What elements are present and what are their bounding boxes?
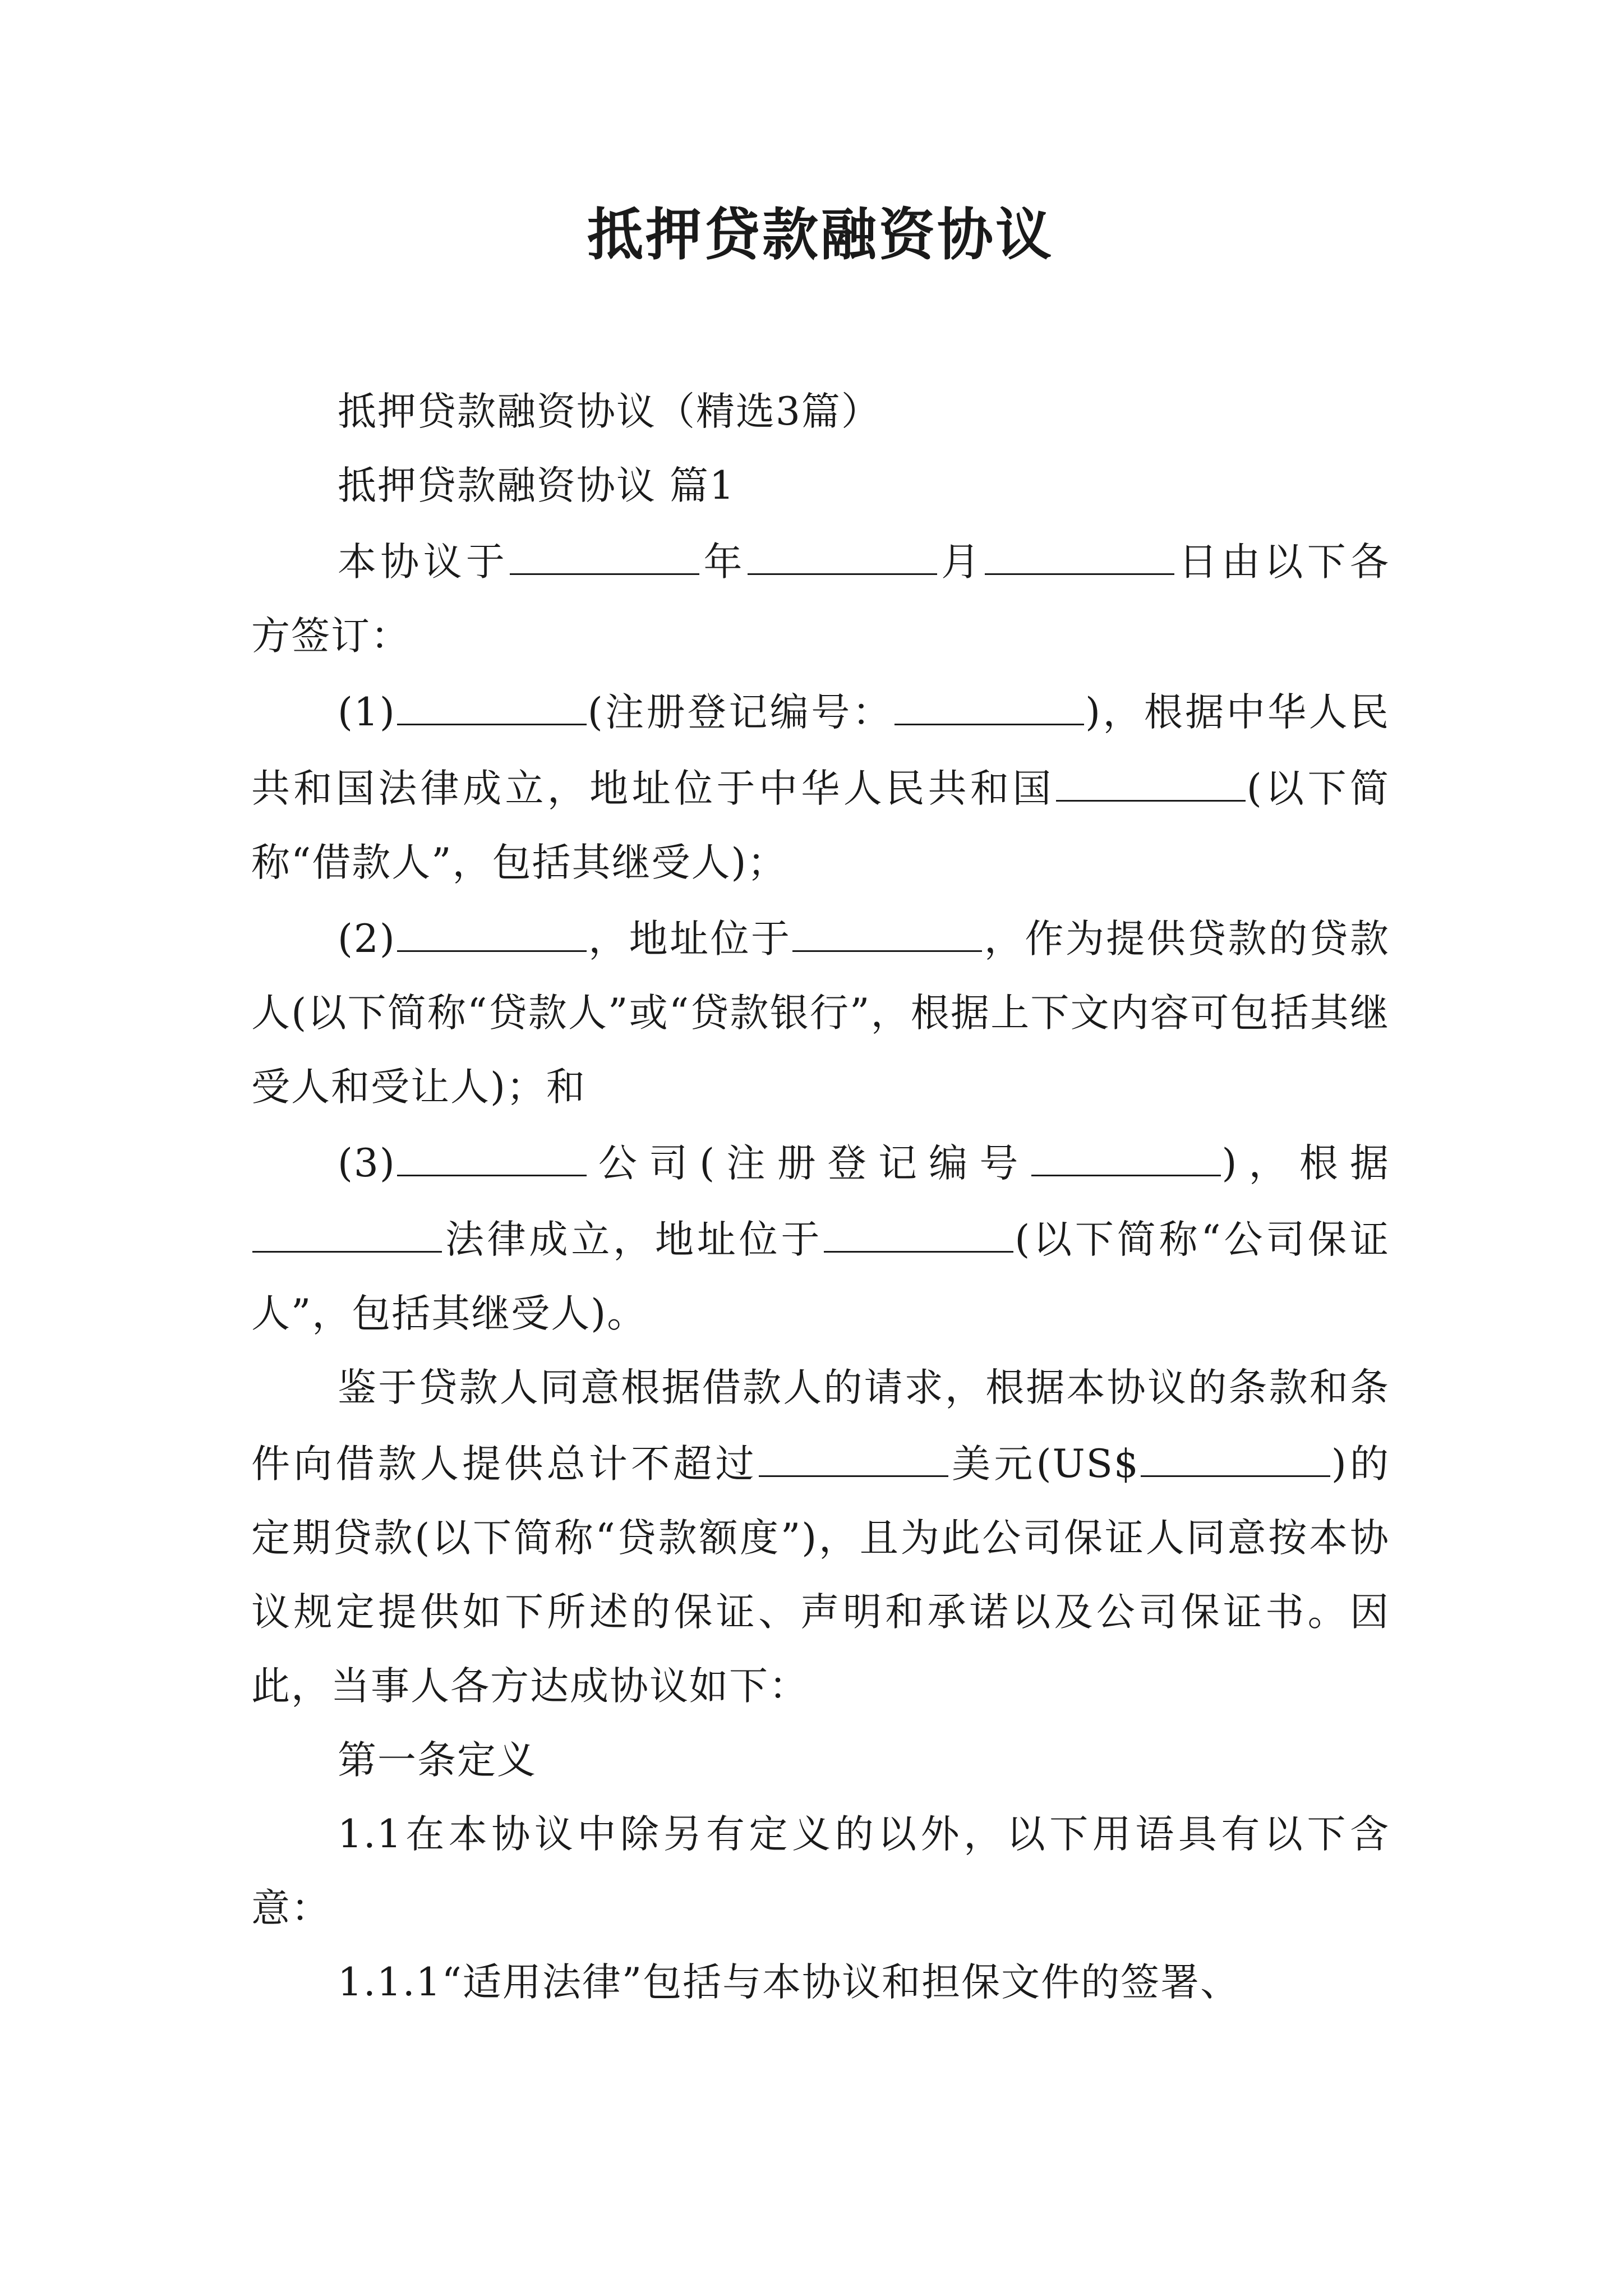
party-3-text-2: 公司(注册登记编号 (587, 1141, 1030, 1186)
article-1-heading: 第一条定义 (338, 1738, 537, 1783)
party-3-text-1: (3) (338, 1141, 396, 1186)
clause-1-1-1: 1.1.1“适用法律”包括与本协议和担保文件的签署、 (338, 1960, 1241, 2005)
blank-borrower-address (1056, 749, 1246, 802)
blank-lender-name (397, 900, 587, 952)
blank-loan-amount-words (759, 1425, 948, 1477)
party-2-text-3: ，作为提供贷款的贷款人(以下简称“贷款人”或“贷款银行”，根据上下文内容可包括其继受人和受让人)；和 (251, 917, 1390, 1110)
blank-guarantor-address (824, 1200, 1013, 1253)
blank-day (985, 523, 1174, 575)
signing-text-4: 日由以下各方签订： (251, 540, 1390, 659)
party-2-text-1: (2) (338, 917, 396, 961)
party-1-text-3: )，根据中华人民共和国法律成立，地址位于中华人民共和国 (251, 690, 1390, 811)
subtitle: 抵押贷款融资协议（精选3篇） (338, 389, 881, 434)
blank-guarantor-name (397, 1124, 587, 1176)
party-1-paragraph (251, 673, 1390, 900)
party-3-paragraph (251, 1124, 1390, 1351)
recital-text-3: )的定期贷款(以下简称“贷款额度”)，且为此公司保证人同意按本协议规定提供如下所述的保证、声明和承诺以及公司保证书。因此，当事人各方达成协议如下： (251, 1442, 1390, 1709)
signing-text-3: 月 (938, 540, 984, 585)
party-1-text-2: (注册登记编号： (587, 690, 894, 735)
blank-borrower-reg-no (895, 673, 1084, 725)
part-heading: 抵押贷款融资协议 篇1 (338, 463, 735, 508)
party-3-text-5: (以下简称“公司保证人”，包括其继受人)。 (251, 1217, 1390, 1336)
blank-lender-address (792, 900, 982, 952)
party-2-text-2: ，地址位于 (587, 917, 792, 961)
blank-year (510, 523, 699, 575)
blank-month (748, 523, 937, 575)
party-2-paragraph (251, 900, 1390, 1124)
blank-guarantor-jurisdiction (252, 1200, 442, 1253)
party-3-text-4: 法律成立，地址位于 (443, 1217, 823, 1262)
document-title: 抵押贷款融资协议 (587, 201, 1054, 268)
recital-text-1: 鉴于贷款人同意根据借款人的请求，根据本协议的条款和条件向借款人提供总计不超过 (251, 1365, 1390, 1487)
party-3-text-3: )，根据 (1221, 1141, 1390, 1186)
blank-guarantor-reg-no (1031, 1124, 1221, 1176)
clause-1-1: 1.1在本协议中除另有定义的以外，以下用语具有以下含意： (251, 1812, 1390, 1931)
recital-text-2: 美元(US$ (949, 1442, 1140, 1487)
signing-text-2: 年 (700, 540, 746, 585)
blank-loan-amount-usd (1141, 1425, 1330, 1477)
signing-text-1: 本协议于 (338, 540, 509, 585)
document-body (251, 375, 1390, 2019)
party-1-text-4: (以下简称“借款人”，包括其继受人)； (251, 766, 1390, 885)
signing-paragraph (251, 523, 1390, 673)
recital-paragraph (251, 1351, 1390, 1723)
party-1-text-1: (1) (338, 690, 396, 735)
blank-borrower-name (397, 673, 587, 725)
